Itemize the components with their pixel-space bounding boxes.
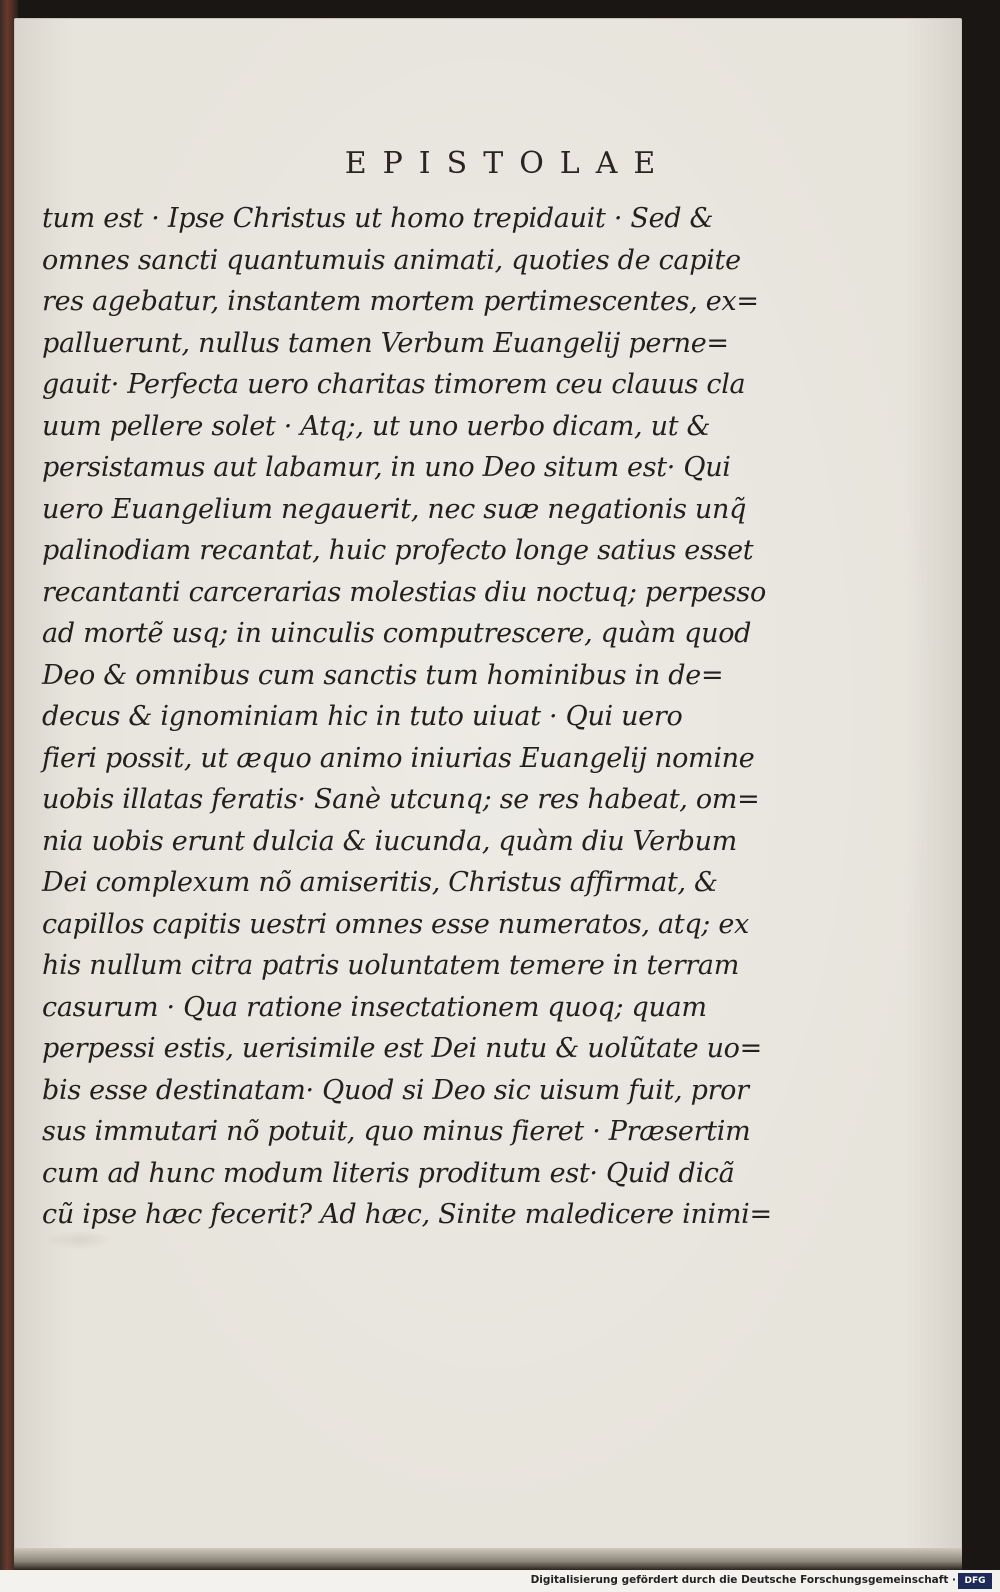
text-line: gauit· Perfecta uero charitas timorem ceu clauus cla — [42, 369, 746, 400]
text-line: capillos capitis uestri omnes esse numeratos, atq; ex — [42, 908, 749, 940]
text-line: uobis illatas feratis· Sanè utcunq; se res habeat, om= — [42, 784, 760, 815]
paper-smudge — [44, 1230, 114, 1250]
text-line: his nullum citra patris uoluntatem temere in terram — [42, 950, 740, 981]
text-line: recantanti carcerarias molestias diu noctuq; perpesso — [42, 576, 766, 608]
text-line: fieri possit, ut æquo animo iniurias Euangelij nomine — [42, 742, 755, 774]
text-line: tum est · Ipse Christus ut homo trepidauit · Sed & — [42, 203, 714, 234]
page-header: EPISTOLAE — [344, 146, 672, 181]
funding-credit: Digitalisierung gefördert durch die Deutsche Forschungsgemeinschaft · — [530, 1574, 956, 1586]
dfg-logo: DFG — [958, 1573, 992, 1589]
page-bottom-edge — [14, 1548, 962, 1570]
text-line: ad mortẽ usq; in uinculis computrescere, quàm quod — [42, 618, 752, 649]
text-line: palinodiam recantat, huic profecto longe satius esset — [42, 535, 754, 566]
text-line: bis esse destinatam· Quod si Deo sic uisum fuit, pror — [42, 1074, 749, 1106]
text-line: palluerunt, nullus tamen Verbum Euangelij perne= — [42, 327, 729, 359]
text-line: Deo & omnibus cum sanctis tum hominibus in de= — [42, 659, 724, 691]
text-line: omnes sancti quantumuis animati, quoties de capite — [42, 244, 741, 276]
text-line: decus & ignominiam hic in tuto uiuat · Qui uero — [42, 701, 683, 732]
text-line: casurum · Qua ratione insectationem quoq; quam — [42, 991, 707, 1023]
text-line: persistamus aut labamur, in uno Deo situm est· Qui — [42, 452, 731, 483]
text-block — [42, 198, 772, 1236]
text-line: Dei complexum nõ amiseritis, Christus affirmat, & — [42, 867, 718, 898]
text-line: res agebatur, instantem mortem pertimescentes, ex= — [42, 286, 759, 317]
text-line: perpessi estis, uerisimile est Dei nutu & uolũtate uo= — [42, 1033, 762, 1064]
book-page — [14, 18, 962, 1563]
text-line: sus immutari nõ potuit, quo minus fieret · Præsertim — [42, 1116, 751, 1147]
text-line: uero Euangelium negauerit, nec suæ negationis unq̃ — [42, 493, 747, 525]
text-line: cũ ipse hæc fecerit? Ad hæc, Sinite maledicere inimi= — [42, 1199, 772, 1230]
text-line: uum pellere solet · Atq;, ut uno uerbo dicam, ut & — [42, 410, 711, 442]
text-line: nia uobis erunt dulcia & iucunda, quàm diu Verbum — [42, 825, 737, 857]
text-line: cum ad hunc modum literis proditum est· Quid dicã — [42, 1157, 735, 1189]
